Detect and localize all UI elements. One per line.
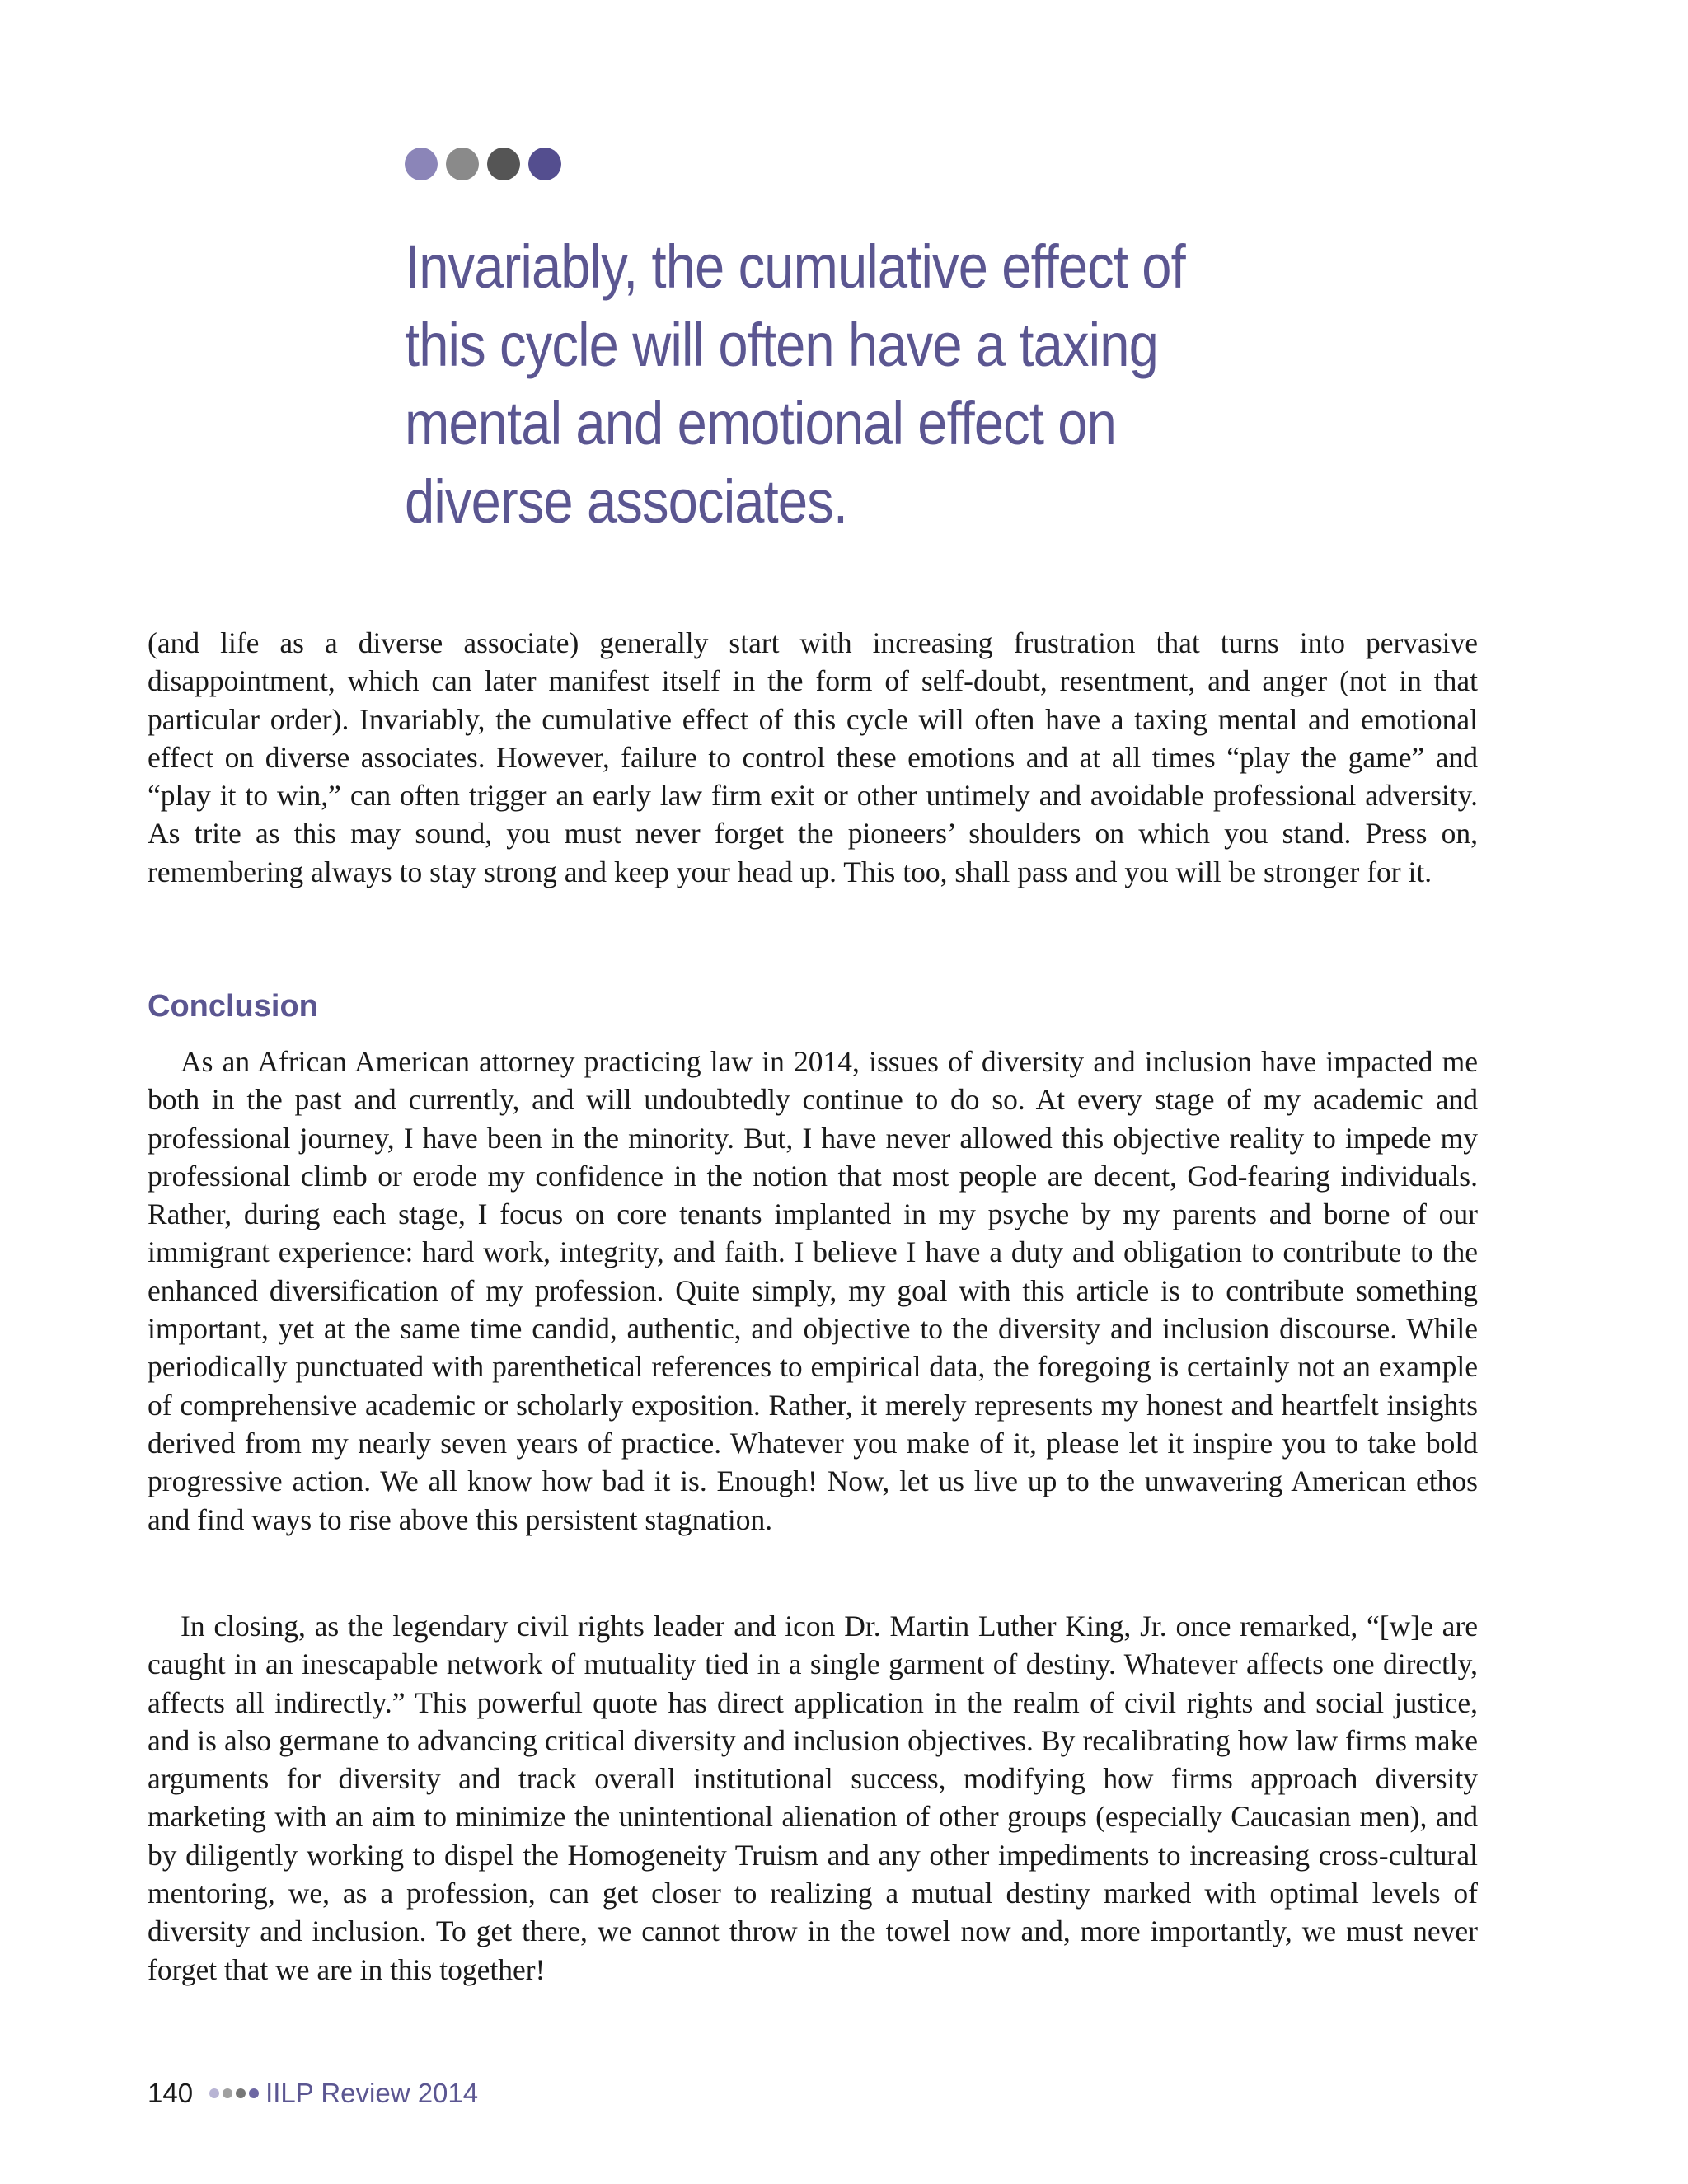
body-paragraph: As an African American attorney practicing law in 2014, issues of diversity and inclusion have impacted me both in the past and currently, and will undoubtedly continue to do so. At every stage of my academic and professional journey, I have been in the minority. But, I have never allowed this objective reality to impede my professional climb or erode my confidence in the notion that most people are decent, God-fearing individuals. Rather, during each stage, I focus on core tenants implanted in my psyche by my parents and borne of our immigrant experience: hard work, integrity, and faith. I believe I have a duty and obligation to contribute to the enhanced diversification of my profession. Quite simply, my goal with this article is to contribute something important, yet at the same time candid, authentic, and objective to the diversity and inclusion discourse. While periodically punctuated with parenthetical references to empirical data, the foregoing is certainly not an example of comprehensive academic or scholarly exposition. Rather, it merely represents my honest and heartfelt insights derived from my nearly seven years of practice. Whatever you make of it, please let it inspire you to take bold progressive action. We all know how bad it is. Enough! Now, let us live up to the unwavering American ethos and find ways to rise above this persistent stagnation. (148, 1045, 1478, 1536)
pull-quote-line: this cycle will often have a taxing (405, 311, 1158, 379)
dot-icon (405, 148, 438, 180)
page-number: 140 (148, 2078, 194, 2108)
page-footer (148, 2075, 478, 2111)
dot-icon (528, 148, 561, 180)
pull-quote (405, 227, 1188, 541)
body-paragraph: In closing, as the legendary civil rights leader and icon Dr. Martin Luther King, Jr. once remarked, “[w]e are caught in an inescapable network of mutuality tied in a single garment of destiny. Whatever affects one directly, affects all indirectly.” This powerful quote has direct application in the realm of civil rights and social justice, and is also germane to advancing critical diversity and inclusion objectives. By recalibrating how law firms make arguments for diversity and track overall institutional success, modifying how firms approach diversity marketing with an aim to minimize the unintentional alienation of other groups (especially Caucasian men), and by diligently working to dispel the Homogeneity Truism and any other impediments to increasing cross-cultural mentoring, we, as a profession, can get closer to realizing a mutual destiny marked with optimal levels of diversity and inclusion. To get there, we cannot throw in the towel now and, more importantly, we must never forget that we are in this together! (148, 1610, 1478, 1986)
pull-quote-line: diverse associates. (405, 467, 848, 536)
dot-icon (223, 2088, 232, 2098)
pull-quote-line: mental and emotional effect on (405, 389, 1116, 457)
dot-icon (446, 148, 479, 180)
body-paragraph: (and life as a diverse associate) generally start with increasing frustration that turns into pervasive disappointment, which can later manifest itself in the form of self-doubt, resentment, and anger (not in that particular order). Invariably, the cumulative effect of this cycle will often have a taxing mental and emotional effect on diverse associates. However, failure to control these emotions and at all times “play the game” and “play it to win,” can often trigger an early law firm exit or other untimely and avoidable professional adversity. As trite as this may sound, you must never forget the pioneers’ shoulders on which you stand. Press on, remembering always to stay strong and keep your head up. This too, shall pass and you will be stronger for it. (148, 626, 1478, 888)
dot-icon (487, 148, 520, 180)
section-heading: Conclusion (148, 989, 318, 1024)
pull-quote-line: Invariably, the cumulative effect of (405, 232, 1185, 301)
footer-dots (209, 2088, 259, 2098)
publication-name: IILP Review 2014 (265, 2078, 479, 2108)
dot-icon (249, 2088, 259, 2098)
dot-icon (236, 2088, 246, 2098)
decorative-dots (405, 148, 561, 180)
dot-icon (209, 2088, 219, 2098)
